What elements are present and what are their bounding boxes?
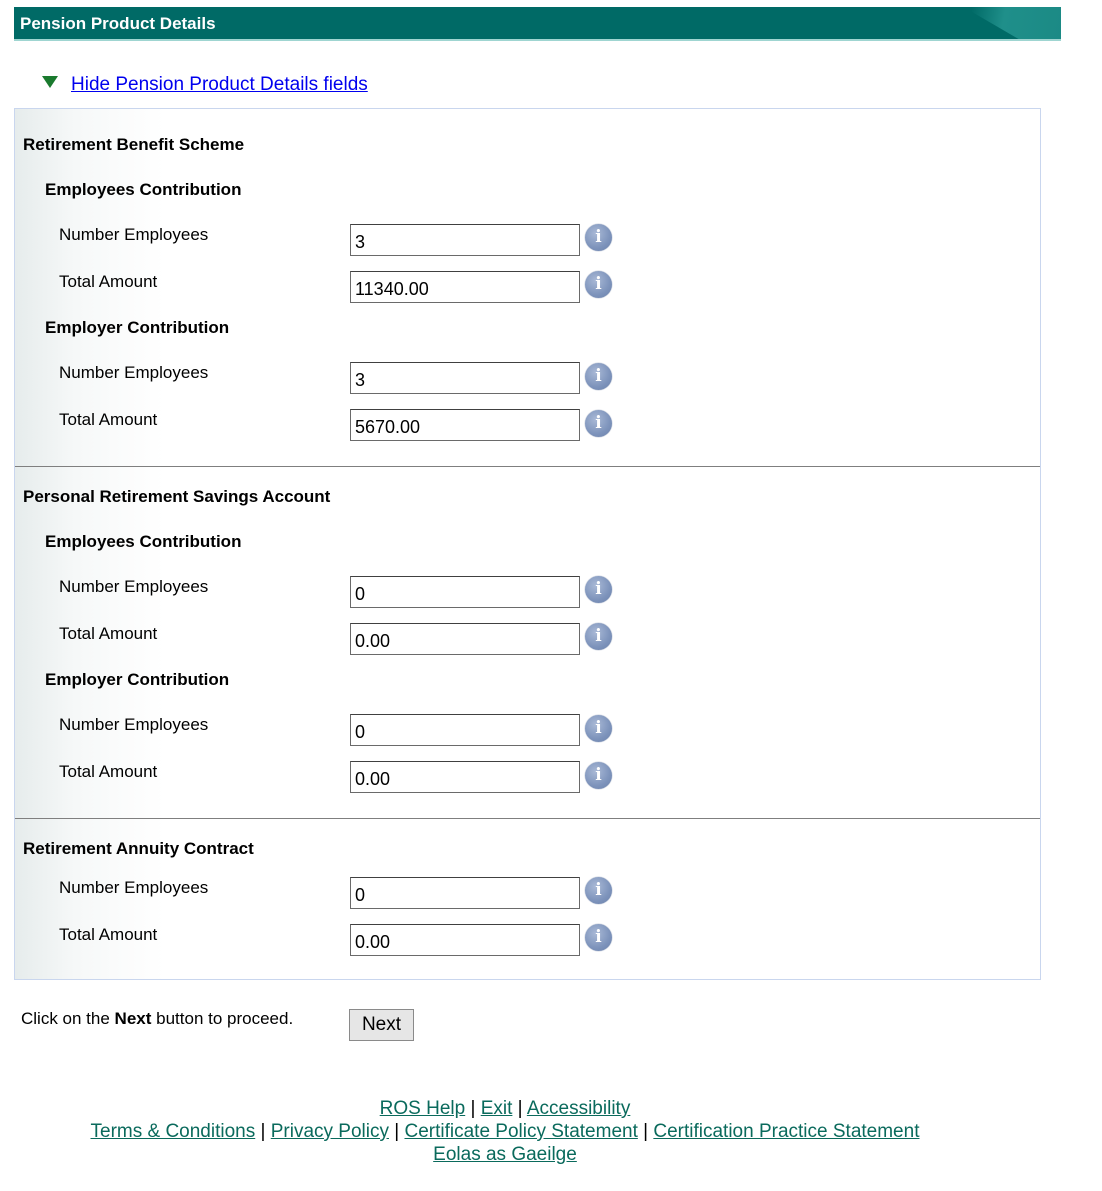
rac-number-input[interactable] <box>350 877 580 909</box>
next-button[interactable]: Next <box>349 1009 414 1041</box>
footer-separator: | <box>517 1098 523 1119</box>
toggle-fields[interactable] <box>42 74 368 96</box>
info-icon[interactable]: i <box>585 715 612 742</box>
footer-line-3 <box>0 1143 1010 1166</box>
hide-fields-link[interactable]: Hide Pension Product Details fields <box>71 74 368 95</box>
field-label: Number Employees <box>59 878 209 897</box>
certification-practice-link[interactable]: Certification Practice Statement <box>653 1121 920 1142</box>
section-divider <box>15 466 1040 467</box>
prsa-employees-number-input[interactable] <box>350 576 580 608</box>
field-label: Number Employees <box>59 363 209 382</box>
exit-link[interactable]: Exit <box>480 1098 513 1119</box>
proceed-text-bold: Next <box>114 1009 152 1028</box>
prsa-employer-number-input[interactable] <box>350 714 580 746</box>
info-icon[interactable]: i <box>585 576 612 603</box>
section-title: Retirement Benefit Scheme <box>23 135 245 154</box>
certificate-policy-link[interactable]: Certificate Policy Statement <box>404 1121 638 1142</box>
footer-line-1 <box>0 1097 1010 1120</box>
section-title: Retirement Annuity Contract <box>23 839 254 858</box>
section-title: Personal Retirement Savings Account <box>23 487 331 506</box>
footer-separator: | <box>260 1121 266 1142</box>
group-title: Employees Contribution <box>45 532 242 551</box>
irish-language-link[interactable]: Eolas as Gaeilge <box>433 1144 577 1165</box>
info-icon[interactable]: i <box>585 271 612 298</box>
field-label: Number Employees <box>59 715 209 734</box>
field-label: Total Amount <box>59 762 158 781</box>
page-header <box>14 7 1061 41</box>
info-icon[interactable]: i <box>585 877 612 904</box>
field-label: Total Amount <box>59 272 158 291</box>
triangle-down-icon <box>42 76 58 88</box>
proceed-text-after: button to proceed. <box>151 1009 294 1028</box>
accessibility-link[interactable]: Accessibility <box>526 1098 631 1119</box>
field-label: Number Employees <box>59 225 209 244</box>
info-icon[interactable]: i <box>585 410 612 437</box>
rbs-employees-amount-input[interactable] <box>350 271 580 303</box>
info-icon[interactable]: i <box>585 762 612 789</box>
rbs-employer-amount-input[interactable] <box>350 409 580 441</box>
ros-help-link[interactable]: ROS Help <box>379 1098 466 1119</box>
terms-link[interactable]: Terms & Conditions <box>90 1121 256 1142</box>
page-title: Pension Product Details <box>20 14 216 33</box>
info-icon[interactable]: i <box>585 363 612 390</box>
header-swoosh <box>931 7 1061 41</box>
group-title: Employer Contribution <box>45 318 230 337</box>
footer-line-2 <box>0 1120 1010 1143</box>
footer-separator: | <box>470 1098 476 1119</box>
field-label: Number Employees <box>59 577 209 596</box>
group-title: Employer Contribution <box>45 670 230 689</box>
proceed-text-before: Click on the <box>21 1009 115 1028</box>
proceed-instruction <box>21 1009 293 1029</box>
rbs-employees-number-input[interactable] <box>350 224 580 256</box>
privacy-policy-link[interactable]: Privacy Policy <box>270 1121 389 1142</box>
info-icon[interactable]: i <box>585 924 612 951</box>
group-title: Employees Contribution <box>45 180 242 199</box>
pension-details-panel <box>14 108 1041 980</box>
prsa-employees-amount-input[interactable] <box>350 623 580 655</box>
field-label: Total Amount <box>59 925 158 944</box>
footer-separator: | <box>643 1121 649 1142</box>
rac-amount-input[interactable] <box>350 924 580 956</box>
footer-separator: | <box>394 1121 400 1142</box>
field-label: Total Amount <box>59 624 158 643</box>
info-icon[interactable]: i <box>585 623 612 650</box>
prsa-employer-amount-input[interactable] <box>350 761 580 793</box>
info-icon[interactable]: i <box>585 224 612 251</box>
section-divider <box>15 818 1040 819</box>
field-label: Total Amount <box>59 410 158 429</box>
rbs-employer-number-input[interactable] <box>350 362 580 394</box>
